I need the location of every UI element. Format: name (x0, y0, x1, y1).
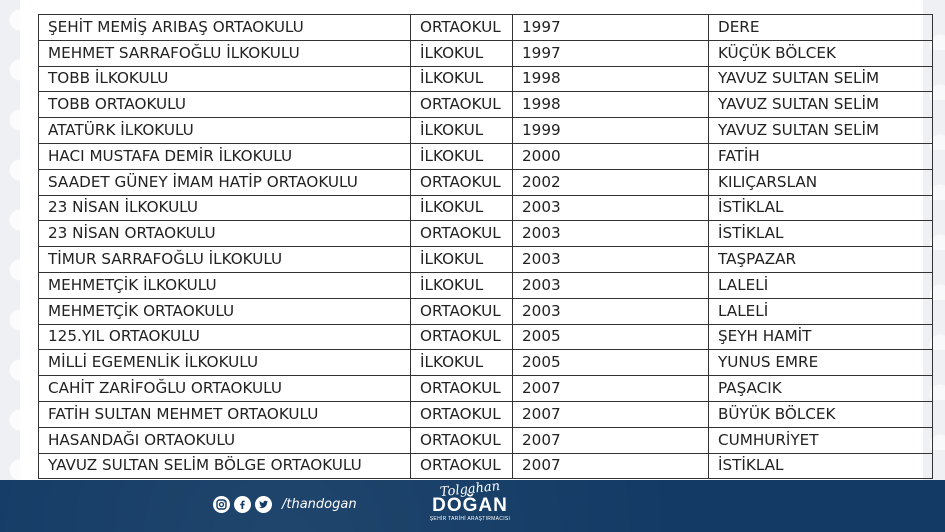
neighborhood-cell: PAŞACIK (709, 376, 933, 402)
neighborhood-cell: YAVUZ SULTAN SELİM (709, 92, 933, 118)
year-cell: 2007 (513, 376, 709, 402)
school-name-cell: FATİH SULTAN MEHMET ORTAOKULU (39, 401, 411, 427)
brand-script-name: Tolgahan (439, 478, 501, 501)
table-row (39, 92, 933, 118)
table-row (39, 195, 933, 221)
brand-logo (400, 478, 540, 522)
neighborhood-cell: İSTİKLAL (709, 453, 933, 479)
neighborhood-cell: İSTİKLAL (709, 221, 933, 247)
year-cell: 1997 (513, 40, 709, 66)
table-row (39, 118, 933, 144)
table-row (39, 221, 933, 247)
school-name-cell: ŞEHİT MEMİŞ ARIBAŞ ORTAOKULU (39, 15, 411, 41)
school-name-cell: ATATÜRK İLKOKULU (39, 118, 411, 144)
neighborhood-cell: YAVUZ SULTAN SELİM (709, 118, 933, 144)
school-type-cell: ORTAOKUL (411, 221, 513, 247)
table-row (39, 272, 933, 298)
school-name-cell: 23 NİSAN İLKOKULU (39, 195, 411, 221)
year-cell: 2003 (513, 247, 709, 273)
table-row (39, 350, 933, 376)
neighborhood-cell: LALELİ (709, 272, 933, 298)
year-cell: 1999 (513, 118, 709, 144)
neighborhood-cell: CUMHURİYET (709, 427, 933, 453)
neighborhood-cell: YUNUS EMRE (709, 350, 933, 376)
year-cell: 2007 (513, 453, 709, 479)
brand-tagline: ŞEHİR TARİHİ ARAŞTIRMACISI (429, 516, 511, 522)
school-name-cell: MEHMETÇİK ORTAOKULU (39, 298, 411, 324)
table-row (39, 427, 933, 453)
year-cell: 1997 (513, 15, 709, 41)
school-name-cell: MİLLİ EGEMENLİK İLKOKULU (39, 350, 411, 376)
neighborhood-cell: TAŞPAZAR (709, 247, 933, 273)
neighborhood-cell: YAVUZ SULTAN SELİM (709, 66, 933, 92)
school-name-cell: 125.YIL ORTAOKULU (39, 324, 411, 350)
school-type-cell: ORTAOKUL (411, 15, 513, 41)
table-row (39, 66, 933, 92)
year-cell: 2003 (513, 298, 709, 324)
table-row (39, 401, 933, 427)
school-type-cell: ORTAOKUL (411, 169, 513, 195)
school-type-cell: ORTAOKUL (411, 92, 513, 118)
table-row (39, 453, 933, 479)
school-type-cell: İLKOKUL (411, 40, 513, 66)
school-name-cell: HASANDAĞI ORTAOKULU (39, 427, 411, 453)
table-row (39, 298, 933, 324)
school-name-cell: SAADET GÜNEY İMAM HATİP ORTAOKULU (39, 169, 411, 195)
school-type-cell: İLKOKUL (411, 247, 513, 273)
document-sheet (20, 0, 923, 480)
school-name-cell: TOBB İLKOKULU (39, 66, 411, 92)
neighborhood-cell: FATİH (709, 143, 933, 169)
school-type-cell: İLKOKUL (411, 350, 513, 376)
school-type-cell: ORTAOKUL (411, 376, 513, 402)
table-row (39, 324, 933, 350)
year-cell: 2002 (513, 169, 709, 195)
school-name-cell: TOBB ORTAOKULU (39, 92, 411, 118)
footer-bar (0, 480, 945, 532)
school-type-cell: ORTAOKUL (411, 324, 513, 350)
year-cell: 1998 (513, 66, 709, 92)
table-row (39, 247, 933, 273)
year-cell: 2000 (513, 143, 709, 169)
neighborhood-cell: KÜÇÜK BÖLCEK (709, 40, 933, 66)
school-type-cell: İLKOKUL (411, 195, 513, 221)
year-cell: 2007 (513, 401, 709, 427)
year-cell: 2005 (513, 324, 709, 350)
brand-name: DOĞAN (432, 495, 508, 516)
year-cell: 2007 (513, 427, 709, 453)
social-links (213, 496, 357, 513)
school-name-cell: TİMUR SARRAFOĞLU İLKOKULU (39, 247, 411, 273)
table-row (39, 169, 933, 195)
school-type-cell: ORTAOKUL (411, 453, 513, 479)
year-cell: 2003 (513, 195, 709, 221)
school-name-cell: 23 NİSAN ORTAOKULU (39, 221, 411, 247)
school-type-cell: İLKOKUL (411, 66, 513, 92)
instagram-icon[interactable] (213, 496, 230, 513)
school-type-cell: İLKOKUL (411, 272, 513, 298)
school-name-cell: HACI MUSTAFA DEMİR İLKOKULU (39, 143, 411, 169)
twitter-icon[interactable] (255, 496, 272, 513)
neighborhood-cell: DERE (709, 15, 933, 41)
schools-table-body (39, 15, 933, 479)
schools-table (38, 14, 933, 479)
neighborhood-cell: KILIÇARSLAN (709, 169, 933, 195)
school-type-cell: İLKOKUL (411, 118, 513, 144)
neighborhood-cell: İSTİKLAL (709, 195, 933, 221)
year-cell: 1998 (513, 92, 709, 118)
table-row (39, 40, 933, 66)
school-name-cell: MEHMET SARRAFOĞLU İLKOKULU (39, 40, 411, 66)
facebook-icon[interactable] (234, 496, 251, 513)
school-type-cell: ORTAOKUL (411, 427, 513, 453)
year-cell: 2005 (513, 350, 709, 376)
table-row (39, 15, 933, 41)
year-cell: 2003 (513, 221, 709, 247)
table-row (39, 143, 933, 169)
social-handle[interactable]: /thandogan (282, 497, 357, 512)
neighborhood-cell: LALELİ (709, 298, 933, 324)
school-type-cell: ORTAOKUL (411, 401, 513, 427)
school-type-cell: İLKOKUL (411, 143, 513, 169)
neighborhood-cell: ŞEYH HAMİT (709, 324, 933, 350)
year-cell: 2003 (513, 272, 709, 298)
school-name-cell: CAHİT ZARİFOĞLU ORTAOKULU (39, 376, 411, 402)
school-type-cell: ORTAOKUL (411, 298, 513, 324)
table-row (39, 376, 933, 402)
school-name-cell: MEHMETÇİK İLKOKULU (39, 272, 411, 298)
school-name-cell: YAVUZ SULTAN SELİM BÖLGE ORTAOKULU (39, 453, 411, 479)
neighborhood-cell: BÜYÜK BÖLCEK (709, 401, 933, 427)
